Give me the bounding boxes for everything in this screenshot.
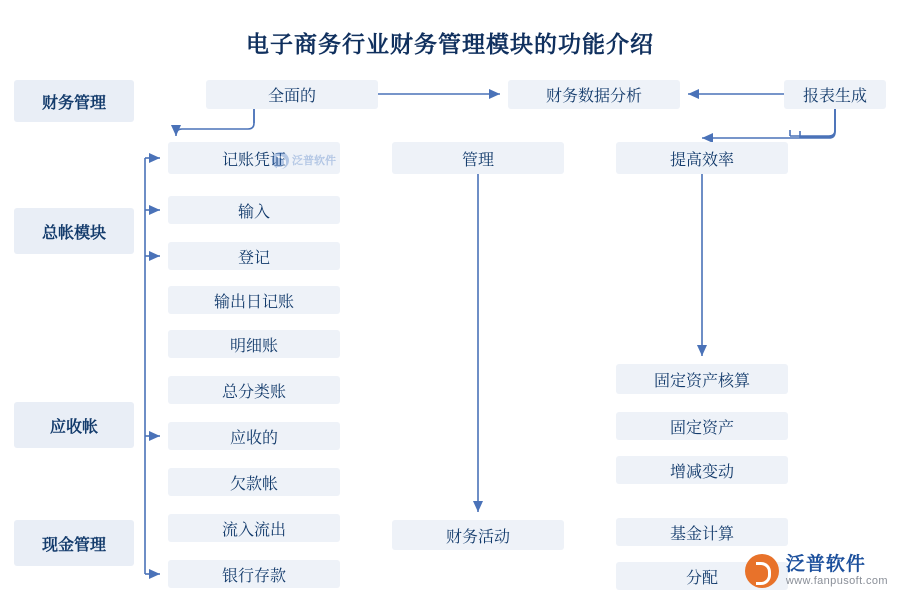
brand-text-block	[786, 554, 888, 588]
watermark-corner	[745, 554, 888, 588]
category-text: 总帐模块	[41, 224, 106, 242]
node-output-journal	[168, 286, 340, 314]
node-inflow-outflow	[168, 514, 340, 542]
node-financial-data-analysis	[508, 80, 680, 109]
brand-logo-icon	[745, 554, 779, 588]
node-text: 报表生成	[802, 88, 867, 105]
node-text: 全面的	[267, 88, 316, 105]
node-improve-efficiency	[616, 142, 788, 174]
node-report-generation	[784, 80, 886, 109]
node-text: 欠款帐	[229, 475, 278, 493]
node-text: 记账凭证	[221, 151, 286, 169]
node-text: 管理	[461, 151, 494, 169]
node-management	[392, 142, 564, 174]
node-text: 分配	[685, 569, 718, 587]
node-arrears-account	[168, 468, 340, 496]
watermark-logo-icon	[272, 152, 289, 169]
node-text: 总分类账	[221, 383, 286, 401]
node-text: 输出日记账	[213, 293, 294, 311]
node-receivable	[168, 422, 340, 450]
node-text: 输入	[237, 203, 270, 221]
node-text: 提高效率	[669, 151, 734, 169]
node-fixed-asset-accounting	[616, 364, 788, 394]
node-comprehensive	[206, 80, 378, 109]
page-title: 电子商务行业财务管理模块的功能介绍	[246, 31, 654, 57]
node-text: 流入流出	[221, 521, 286, 539]
category-text: 现金管理	[41, 536, 106, 554]
node-financial-activity	[392, 520, 564, 550]
node-detail-ledger	[168, 330, 340, 358]
watermark-center	[272, 146, 352, 174]
node-bank-deposit	[168, 560, 340, 588]
node-text: 应收的	[229, 429, 278, 447]
category-text: 财务管理	[41, 94, 106, 112]
node-text: 银行存款	[221, 567, 286, 585]
node-text: 增减变动	[669, 463, 734, 481]
watermark-center-text: 泛普软件	[292, 155, 336, 167]
node-text: 基金计算	[669, 525, 734, 543]
node-text: 登记	[237, 249, 270, 267]
node-text: 明细账	[229, 337, 278, 355]
brand-name: 泛普软件	[785, 553, 866, 575]
category-label-financial-management	[14, 80, 134, 122]
node-register	[168, 242, 340, 270]
category-label-general-ledger	[14, 208, 134, 254]
node-fund-calculation	[616, 518, 788, 546]
node-text: 财务数据分析	[545, 88, 642, 105]
category-text: 应收帐	[49, 418, 98, 436]
node-fixed-assets	[616, 412, 788, 440]
node-general-ledger	[168, 376, 340, 404]
brand-url: www.fanpusoft.com	[785, 575, 888, 588]
category-label-cash-management	[14, 520, 134, 566]
category-label-receivables	[14, 402, 134, 448]
node-text: 财务活动	[445, 528, 510, 546]
node-input	[168, 196, 340, 224]
node-text: 固定资产核算	[653, 372, 750, 390]
node-increase-decrease-change	[616, 456, 788, 484]
node-text: 固定资产	[669, 419, 734, 437]
